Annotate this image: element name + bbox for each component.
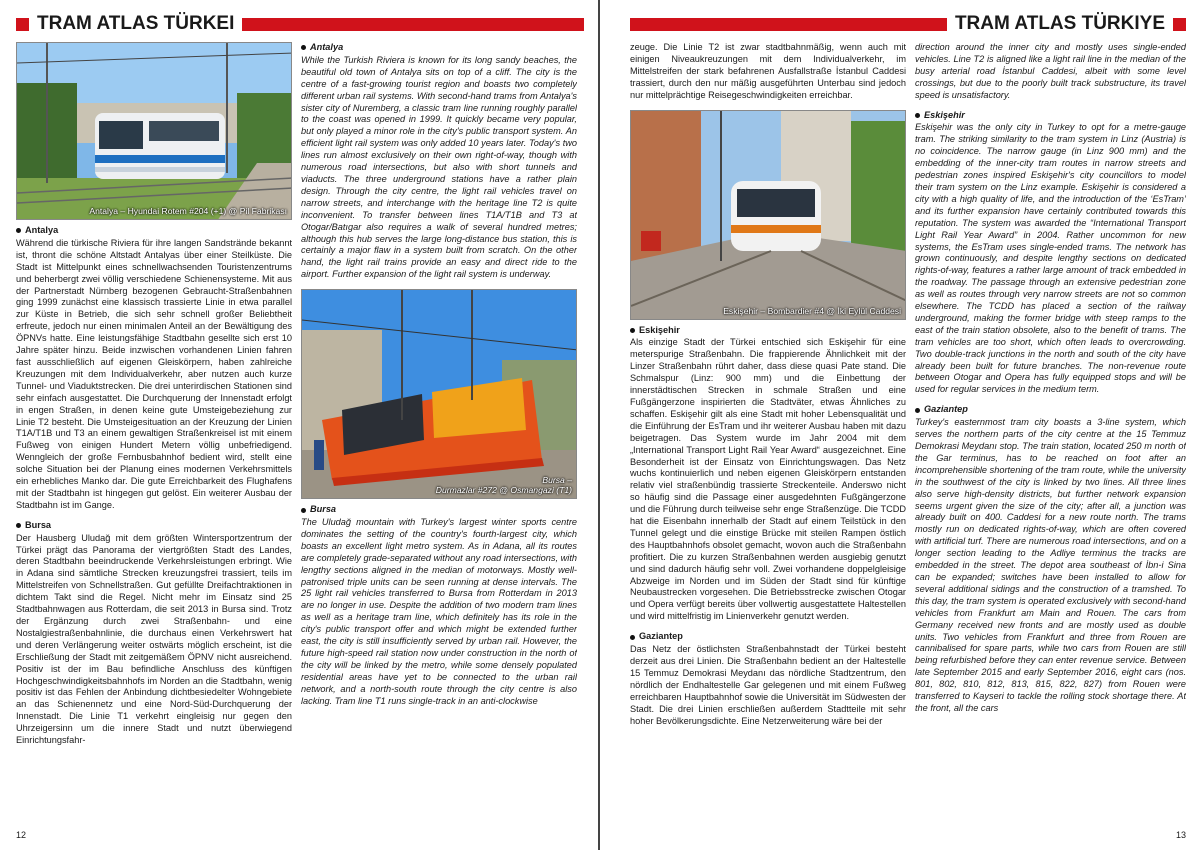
section-text: The Uludağ mountain with Turkey's largest winter sports centre dominates the setting of the country's fourth-largest city, which boasts an excellent light metro system. As in Adana, all its routes are completely grade-separated without any road intersections, with lengthy sections aligned in the median of motorways. Mostly well-patronised triple units can be seen running at dense intervals. The 25 light rail vehicles transferred to Bursa from Rotterdam in 2013 are no longer in use. Despite the addition of two modern tram lines as well as a heritage tram line, which definitely has its role in the city's public transport offer and which might be extended further east, the city is still insufficiently served by urban rail. However, the future high-speed rail station now under construction in the north of the city will be linked by the metro, while some densely populated residential areas have yet to be connected to the urban rail network, and a north-south route through the city centre is also lacking. Tram line T1 runs single-track in an anti-clockwise xyxy=(301,517,577,706)
header-square xyxy=(1173,18,1186,31)
header-title: TRAM ATLAS TÜRKIYE xyxy=(954,13,1165,34)
section-heading: Gaziantep xyxy=(915,404,1186,416)
section-text: direction around the inner city and mostly uses single-ended vehicles. Line T2 is aligned like a light rail line in the median of the busy arterial road İstanbul Caddesi, albeit with some level crossings, but due to the poorly built track substructure, its travel speed is unsatisfactory. xyxy=(915,42,1186,100)
bullet-icon xyxy=(301,45,306,50)
section-heading: Bursa xyxy=(16,520,292,532)
page-header xyxy=(630,14,1186,34)
section-eskisehir-de xyxy=(630,325,906,624)
photo-caption: Antalya – Hyundai Rotem #204 (+1) @ Pil Fabrikası xyxy=(89,206,287,216)
photo-caption: Eskişehir – Bombardier #4 @ İki Eylül Caddesi xyxy=(723,305,901,316)
intro-en xyxy=(915,42,1186,102)
section-heading: Bursa xyxy=(301,504,577,516)
antalya-tram-image xyxy=(17,43,292,220)
section-bursa-en xyxy=(301,504,577,707)
bullet-icon xyxy=(16,228,21,233)
right-page xyxy=(600,0,1200,850)
section-heading: Eskişehir xyxy=(915,110,1186,122)
page-number: 12 xyxy=(16,830,27,840)
section-gaziantep-en xyxy=(915,404,1186,715)
column-german xyxy=(16,42,292,812)
section-text: Das Netz der östlichsten Straßenbahnstadt der Türkei besteht derzeit aus drei Linien. Die Straßenbahn bedient an der Haltestelle 15 Temmuz Demokrasi Meydanı das nördliche Stadtzentrum, den nördlich der Endhaltestelle Gar gelegenen und mit einem Fußweg erreichbaren Hauptbahnhof sowie die Universität im Südwesten der Stadt. Die drei Linien erschließen außerdem Stadtteile mit sehr hoher Bevölkerungsdichte. Eine Netzerweiterung wäre bei der xyxy=(630,644,906,726)
section-text: Während die türkische Riviera für ihre langen Sandstrände bekannt ist, thront die schöne Altstadt Antalyas über einer Steilküste. Die Stadt ist Mittelpunkt eines schnellwachsenden Touristenzentrums und beherbergt zwei völlig verschiedene Schienensysteme. Mit aus der Partnerstadt Nürnberg bezogenen Gebraucht-Straßenbahnen ging 1999 zunächst eine klassisch trassierte Linie in etwa parallel zur Küste in Betrieb, die sich sehr schnell großer Beliebtheit erfreute, jedoch nur einen minimalen Anteil an der Bewältigung des ÖPNVs hatte. Eine leistungsfähige Stadtbahn gesellte sich erst 10 Jahre später hinzu. Beide inzwischen vorhandenen Linien fahren fast ausschließlich auf eigenen Gleiskörpern, haben zahlreiche Kreuzungen mit dem Individualverkehr, aber nutzen auch kurze Tunnel- und Viaduktstrecken. Die drei unterirdischen Stationen sind sehr einfach ausgestattet. Die Durchquerung der Innenstadt erfolgt in engen Straßen, in denen keine gute Umsteigebeziehung zur Linie T2 besteht. Die Umsteigesituation an der Kreuzung der Linien T1A/T1B und T3 an einem gewaltigen Straßenkreisel ist mit einem Fußweg von einigen Hundert Metern völlig unbefriedigend. Wenngleich der große Fernbusbahnhof bedient wird, stellt eine solche Situation bei der Planung eines modernen Verkehrsmittels ein erhebliches Manko dar. Die gute Erreichbarkeit des Flughafens mit der Stadtbahn ist hingegen gut gelöst. Ein weiterer Ausbau der Stadtbahn ist im Gange. xyxy=(16,237,292,510)
section-text: zeuge. Die Linie T2 ist zwar stadtbahnmäßig, wenn auch mit einigen Niveaukreuzungen mit dem Individualverkehr, im Mittelstreifen der stark befahrenen Ausfallstraße İstanbul Caddesi trassiert, durch den nur mäßig ausgeführten Unterbau sind jedoch nur mittelprächtige Reisegeschwindigkeiten erreichbar. xyxy=(630,42,906,100)
section-text: Turkey's easternmost tram city boasts a 3-line system, which serves the northern parts of the city centre at the 15 Temmuz Demokrasi Meydanı stop. The train station, located 250 m north of the Gar terminus, has to be reached on foot after an incomprehensible shortening of the tram route, while the university in the southwest of the city is linked by two lines. All three lines also serve high-density districts, but further network expansion seems urgent given the size of the city; after all, a junction was already built on 400. Caddesi for a new route north. The trams mostly run on dedicated rights-of-way, which are often covered with artificial turf. There are numerous road intersections, and on a longer section leading to the Adliye terminus the tracks are embedded in the street. The depot area southeast of İbn-i Sina can be expanded; switches have been installed to allow for several additional sidings and the construction of a tramshed. To this day, the tram system is operated exclusively with second-hand vehicles from Frankfurt am Main and Rouen. The cars from Germany received new fronts and are mostly used as double units. Two vehicles from Frankfurt and three from Rouen are cannibalised for spare parts, while two cars from Rouen are still being refurbished before they can enter revenue service. Between late September 2015 and early September 2016, eight cars (nos. 801, 802, 810, 812, 813, 815, 822, 827) from Rouen were transferred to Kayseri to tackle the rolling stock shortage there. At the front, all the cars xyxy=(915,417,1186,713)
section-text: Als einzige Stadt der Türkei entschied sich Eskişehir für eine meterspurige Straßenbahn. Die frappierende Ähnlichkeit mit der Linzer Straßenbahn rührt daher, dass diese quasi Pate stand. Die Schmalspur (Linz: 900 mm) und die Einbettung der innerstädtischen Strecken in schmale Straßen und eine Fußgängerzone inspirierten die Stadtväter, etwas Ähnliches zu schaffen. Eskişehir gilt als eine Stadt mit hoher Lebensqualität und die Einführung der EsTram und ihr weiterer Ausbau haben mit dazu beigetragen. Das System wurde im Jahr 2004 mit dem „International Transport Light Rail Year Award“ ausgezeichnet. Eine Besonderheit ist der Einsatz von Einrichtungswagen. Das Netz wuchs kontinuierlich und neben eigenen Gleiskörpern entstanden relativ viel straßenbündig trassierte Streckenteile. Anderswo nicht so häufig sind die Passage einer ausgedehnten Fußgängerzone und die Führung durch teilweise sehr enge Straßenzüge. Die TCDD hat die Eisenbahn innerhalb der Stadt auf einem Teilstück in den Tunnel gelegt und die einstige Brücke mit steilen Rampen östlich des Hauptbahnhofs obsolet gemacht, wovon auch die Straßenbahn profitiert. Die zu kurzen Straßenbahnen werden ausgiebig genutzt und sind dadurch häufig sehr voll. Zwei vorhandene doppelgleisige Abzweige im Norden und im Süden der Stadt sind für künftige Neubaustrecken vorgesehen. Die Betriebsstrecke zwischen Otogar und Opera verfügt bereits über vollwertig ausgestattete Haltestellen und wird mittelfristig im Linienverkehr genutzt werden. xyxy=(630,337,906,622)
photo-bursa xyxy=(301,289,577,499)
photo-caption: Bursa – Durmazlar #272 @ Osmangazi (T1) xyxy=(435,475,572,496)
section-antalya-de xyxy=(16,225,292,512)
section-eskisehir-en xyxy=(915,110,1186,397)
section-gaziantep-de xyxy=(630,631,906,727)
intro-de xyxy=(630,42,906,102)
bursa-tram-image xyxy=(302,290,577,499)
header-title: TRAM ATLAS TÜRKEI xyxy=(37,13,235,34)
eskisehir-tram-image xyxy=(631,111,906,320)
header-square xyxy=(16,18,29,31)
section-text: Der Hausberg Uludağ mit dem größten Wintersportzentrum der Türkei prägt das Panorama der viertgrößten Stadt des Landes, deren Stadtbahn beeindruckende Verkehrsleistungen erbringt. Wie in Adana sind sämtliche Strecken kreuzungsfrei trassiert, teils im Mittelstreifen von Schnellstraßen. Gut gefüllte Dreifachtraktionen in dichtem Takt sind die Regel. Nicht mehr im Einsatz sind 25 Stadtbahnwagen aus Rotterdam, die seit 2013 in Bursa sind. Trotz der Ergänzung durch zwei Straßenbahn- und eine Nostalgiestraßenbahnlinie, die durchaus einen Verkehrswert hat und deren Verlängerung weiter ostwärts möglich erscheint, ist die Erschließung der Stadt mit zeitgemäßem ÖPNV nicht ausreichend. Positiv ist der im Bau befindliche Anschluss des künftigen Hochgeschwindigkeitsbahnhofs im Norden an die Stadtbahn, wenig positiv ist das Fehlen der Anbindung dichtbesiedelter Wohngebiete an das Schienennetz und eine Nord-Süd-Durchquerung der Innenstadt. Die Linie T1 verkehrt eingleisig nur gegen den Uhrzeigersinn um die innere Stadt und nutzt überwiegend Einrichtungsfahr- xyxy=(16,532,292,746)
column-english xyxy=(915,42,1186,812)
photo-eskisehir xyxy=(630,110,906,320)
section-antalya-en xyxy=(301,42,577,281)
section-heading: Antalya xyxy=(16,225,292,237)
bullet-icon xyxy=(301,508,306,513)
section-text: Eskişehir was the only city in Turkey to opt for a metre-gauge tram. The striking similarity to the tram system in Linz (Austria) is no coincidence. The narrow gauge (in Linz 900 mm) and the embedding of the inner-city tram routes in narrow streets and pedestrian zones inspired Eskişehir's city councillors to model their tram system on the Linz example. Eskişehir is considered a city with a high quality of life, and the introduction of the ‘EsTram’ and its further expansion have certainly contributed towards this reputation. The system was awarded the “International Transport Light Rail Year Award” in 2004. Rather uncommon for new systems, the EsTram uses single-ended trams. The network has grown continuously, and despite lengthy sections on dedicated rights-of-way, features a rather large amount of track embedded in the roadway. The passage through an extensive pedestrian zone as well as routes through very narrow streets are not so common elsewhere. The TCDD has placed a section of the railway underground, making the former bridge with steep ramps to the east of the train station obsolete, also to the benefit of trams. The tram vehicles are too short, which often leads to overcrowding. Two double-track junctions in the north and south of the city have already been built for future branches. The non-revenue route between Otogar and Opera has fully equipped stops and will be used for regular services in the medium term. xyxy=(915,122,1186,395)
section-heading: Eskişehir xyxy=(630,325,906,337)
bullet-icon xyxy=(915,113,920,118)
column-german xyxy=(630,42,906,812)
bullet-icon xyxy=(630,635,635,640)
column-english xyxy=(301,42,577,812)
bullet-icon xyxy=(630,328,635,333)
header-bar xyxy=(242,18,584,31)
page-header xyxy=(16,14,584,34)
photo-antalya xyxy=(16,42,292,220)
header-bar xyxy=(630,18,947,31)
bullet-icon xyxy=(16,523,21,528)
section-text: While the Turkish Riviera is known for its long sandy beaches, the beautiful old town of Antalya sits on top of a cliff. The city is the centre of a fast-growing tourist region and boasts two completely different urban rail systems. With second-hand trams from Antalya's sister city of Nuremberg, a classic tram line running roughly parallel to the coast was opened in 1999. It quickly became very popular, but only played a minor role in the city's public transport system. An efficient light rail system was only added 10 years later. Today's two lines run almost exclusively on their own right-of-way, though with numerous road intersections, but also with short tunnels and viaducts. The three underground stations have a rather plain design. Through the city centre, the light rail vehicles travel on narrow streets, and interchange with the heritage line T2 is quite inconvenient. To transfer between lines T1A/T1B and T3 at Otogar/Batıgar also requires a walk of several hundred metres; although this hub serves the large long-distance bus station, this is certainly a major flaw in a system built from scratch. On the other hand, the light rail trains provide an easy and direct ride to the airport. Further expansion of the light rail system is underway. xyxy=(301,54,577,280)
page-number: 13 xyxy=(1175,830,1186,840)
section-heading: Gaziantep xyxy=(630,631,906,643)
section-heading: Antalya xyxy=(301,42,577,54)
bullet-icon xyxy=(915,408,920,413)
section-bursa-de xyxy=(16,520,292,747)
